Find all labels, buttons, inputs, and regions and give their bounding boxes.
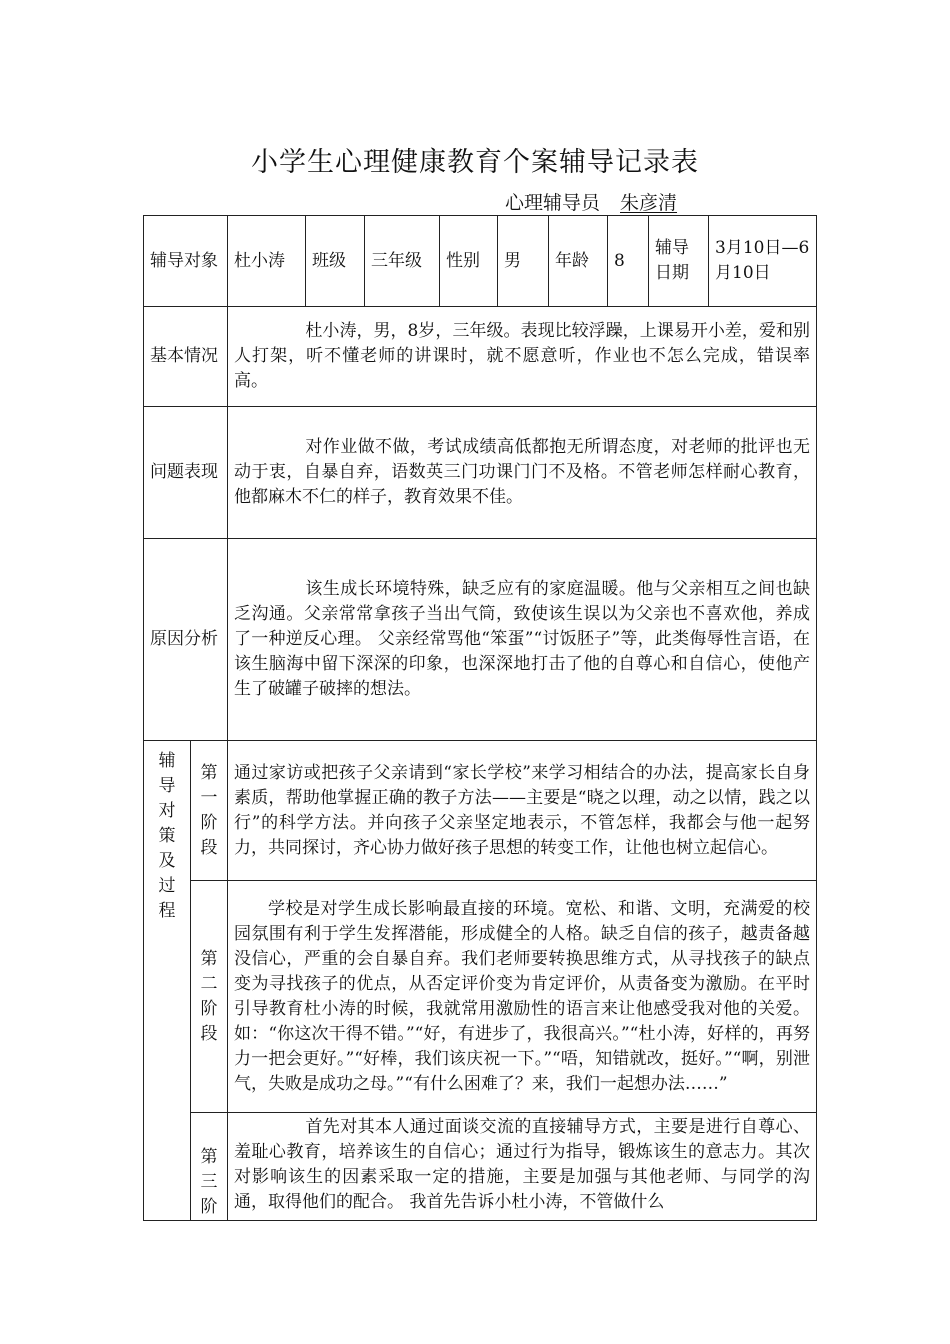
process-label-char: 导 [158, 776, 176, 796]
basic-text: 杜小涛，男，8岁，三年级。表现比较浮躁，上课易开小差，爱和别人打架，听不懂老师的讲课时，就不愿意听，作业也不怎么完成，错误率高。 [228, 307, 817, 407]
stage-label-char: 第 [200, 948, 218, 969]
counselor-label: 心理辅导员 [505, 192, 601, 214]
stage-row-2 [144, 881, 817, 1113]
page-title: 小学生心理健康教育个案辅导记录表 [251, 147, 699, 178]
problem-text: 对作业做不做，考试成绩高低都抱无所谓态度，对老师的批评也无动于衷，自暴自弃，语数英三门功课门门不及格。不管老师怎样耐心教育，他都麻木不仁的样子，教育效果不佳。 [228, 407, 817, 539]
cause-text: 该生成长环境特殊，缺乏应有的家庭温暖。他与父亲相互之间也缺乏沟通。父亲常常拿孩子当出气筒，致使该生误以为父亲也不喜欢他，养成了一种逆反心理。 父亲经常骂他“笨蛋”“讨饭胚子”等，此类侮辱性言语，在该生脑海中留下深深的印象，也深深地打击了他的自尊心和自信心，使他产生了破罐子破摔的想法。 [228, 539, 817, 741]
counselor-name: 朱彦清 [620, 192, 678, 214]
stage-row-3 [144, 1113, 817, 1221]
stage-label-char: 阶 [200, 812, 218, 833]
process-label [144, 741, 191, 1221]
cause-label: 原因分析 [144, 539, 228, 741]
stage-label-char: 二 [200, 973, 218, 994]
stage-label-char: 段 [200, 837, 218, 858]
age-value: 8 [608, 216, 649, 307]
stage-label-char: 阶 [200, 1197, 218, 1217]
stage-label-char: 三 [200, 1172, 218, 1192]
header-row [144, 216, 817, 307]
basic-row [144, 307, 817, 407]
student-name: 杜小涛 [228, 216, 306, 307]
process-label-char: 过 [158, 876, 176, 896]
stage-3-label [191, 1113, 228, 1221]
stage-label-char: 一 [200, 787, 218, 808]
gender-label: 性别 [440, 216, 498, 307]
class-label: 班级 [306, 216, 365, 307]
process-label-char: 辅 [158, 751, 176, 771]
stage-label-char: 阶 [200, 998, 218, 1019]
gender-value: 男 [498, 216, 549, 307]
stage-row-1 [144, 741, 817, 881]
stage-label-char: 第 [200, 1147, 218, 1167]
basic-label: 基本情况 [144, 307, 228, 407]
process-label-char: 及 [158, 851, 176, 871]
process-label-char: 策 [158, 826, 176, 846]
stage-1-text: 通过家访或把孩子父亲请到“家长学校”来学习相结合的办法，提高家长自身素质，帮助他掌握正确的教子方法——主要是“晓之以理，动之以情，践之以行”的科学方法。并向孩子父亲坚定地表示，不管怎样，我都会与他一起努力，共同探讨，齐心协力做好孩子思想的转变工作，让他也树立起信心。 [228, 741, 817, 881]
cause-row [144, 539, 817, 741]
record-table [143, 215, 817, 1221]
stage-2-text: 学校是对学生成长影响最直接的环境。宽松、和谐、文明，充满爱的校园氛围有利于学生发挥潜能，形成健全的人格。缺乏自信的孩子，越责备越没信心，严重的会自暴自弃。我们老师要转换思维方式，从寻找孩子的缺点变为寻找孩子的优点，从否定评价变为肯定评价，从责备变为激励。在平时引导教育杜小涛的时候，我就常用激励性的语言来让他感受我对他的关爱。如：“你这次干得不错。”“好，有进步了，我很高兴。”“杜小涛，好样的，再努力一把会更好。”“好棒，我们该庆祝一下。”“唔，知错就改，挺好。”“啊，别泄气，失败是成功之母。”“有什么困难了？来，我们一起想办法……” [228, 881, 817, 1113]
target-label: 辅导对象 [144, 216, 228, 307]
stage-3-text: 首先对其本人通过面谈交流的直接辅导方式，主要是进行自尊心、羞耻心教育，培养该生的自信心；通过行为指导，锻炼该生的意志力。其次对影响该生的因素采取一定的措施，主要是加强与其他老师、与同学的沟通，取得他们的配合。 我首先告诉小杜小涛，不管做什么 [228, 1113, 817, 1221]
date-label: 辅导日期 [649, 216, 709, 307]
problem-label: 问题表现 [144, 407, 228, 539]
stage-1-label [191, 741, 228, 881]
date-value: 3月10日—6月10日 [709, 216, 817, 307]
problem-row [144, 407, 817, 539]
stage-label-char: 段 [200, 1023, 218, 1044]
class-value: 三年级 [365, 216, 440, 307]
stage-2-label [191, 881, 228, 1113]
process-label-char: 程 [158, 901, 176, 921]
counselor-line [505, 188, 677, 215]
process-label-char: 对 [158, 801, 176, 821]
age-label: 年龄 [549, 216, 608, 307]
stage-label-char: 第 [200, 762, 218, 783]
